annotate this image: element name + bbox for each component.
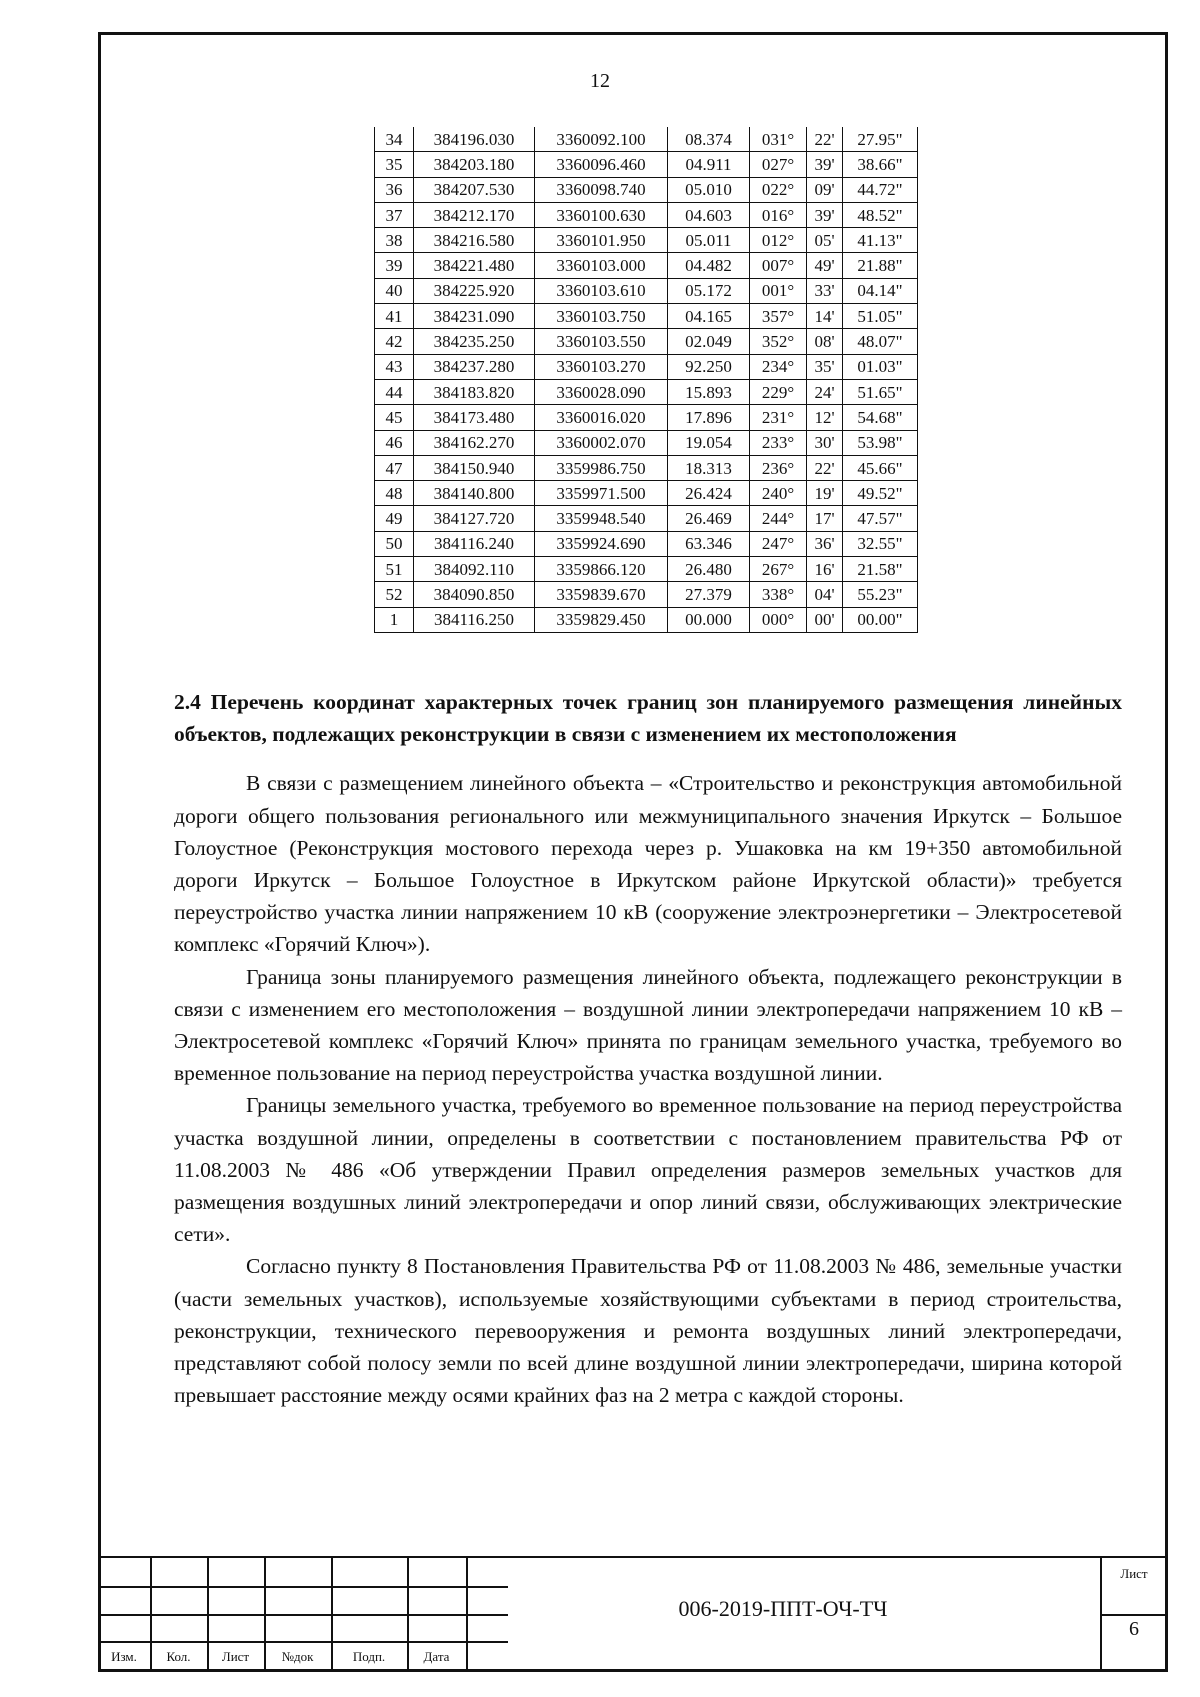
table-cell: 24'	[807, 379, 843, 404]
table-cell: 26.469	[668, 506, 750, 531]
table-cell: 41.13"	[843, 228, 918, 253]
page-number: 12	[590, 70, 610, 92]
table-cell: 3360098.740	[535, 177, 668, 202]
table-row	[375, 531, 918, 556]
table-row	[375, 455, 918, 480]
table-cell: 49'	[807, 253, 843, 278]
table-cell: 3360100.630	[535, 202, 668, 227]
table-cell: 3359866.120	[535, 557, 668, 582]
table-cell: 384231.090	[414, 304, 535, 329]
table-cell: 231°	[750, 405, 807, 430]
table-cell: 04.482	[668, 253, 750, 278]
table-cell: 35'	[807, 354, 843, 379]
table-cell: 384225.920	[414, 278, 535, 303]
table-cell: 63.346	[668, 531, 750, 556]
table-cell: 54.68"	[843, 405, 918, 430]
table-cell: 39	[375, 253, 414, 278]
stamp-col-podp: Подп.	[352, 1649, 386, 1664]
table-row	[375, 278, 918, 303]
table-cell: 43	[375, 354, 414, 379]
table-cell: 39'	[807, 202, 843, 227]
table-cell: 35	[375, 152, 414, 177]
table-cell: 05.011	[668, 228, 750, 253]
table-row	[375, 481, 918, 506]
table-cell: 031°	[750, 127, 807, 152]
table-cell: 236°	[750, 455, 807, 480]
table-cell: 3360002.070	[535, 430, 668, 455]
table-cell: 001°	[750, 278, 807, 303]
table-row	[375, 329, 918, 354]
table-cell: 384221.480	[414, 253, 535, 278]
table-cell: 14'	[807, 304, 843, 329]
table-cell: 45	[375, 405, 414, 430]
table-cell: 022°	[750, 177, 807, 202]
table-cell: 007°	[750, 253, 807, 278]
table-cell: 17'	[807, 506, 843, 531]
table-cell: 44	[375, 379, 414, 404]
table-cell: 234°	[750, 354, 807, 379]
table-row	[375, 354, 918, 379]
table-cell: 55.23"	[843, 582, 918, 607]
table-cell: 32.55"	[843, 531, 918, 556]
table-cell: 51.05"	[843, 304, 918, 329]
table-cell: 240°	[750, 481, 807, 506]
table-row	[375, 177, 918, 202]
table-cell: 384183.820	[414, 379, 535, 404]
table-cell: 384235.250	[414, 329, 535, 354]
table-cell: 000°	[750, 607, 807, 632]
table-cell: 1	[375, 607, 414, 632]
paragraph: В связи с размещением линейного объекта – «Строительство и реконструкция автомобильной дороги общего пользования регионального или межмуниципального значения Иркутск – Большое Голоустное (Реконструкция мостового перехода через р. Ушаковка на км 19+350 автомобильной дороги Иркутск – Большое Голоустное в Иркутском районе Иркутской области)» требуется переустройство участка линии напряжением 10 кВ (сооружение электроэнергетики – Электросетевой комплекс «Горячий Ключ»).	[174, 771, 1122, 957]
table-cell: 3360103.610	[535, 278, 668, 303]
table-cell: 38.66"	[843, 152, 918, 177]
table-cell: 384216.580	[414, 228, 535, 253]
table-cell: 3359986.750	[535, 455, 668, 480]
table-cell: 3360103.000	[535, 253, 668, 278]
main-content	[174, 686, 1122, 1411]
table-cell: 384162.270	[414, 430, 535, 455]
coordinates-table	[374, 127, 918, 633]
title-block	[98, 1556, 1168, 1672]
table-cell: 53.98"	[843, 430, 918, 455]
table-cell: 01.03"	[843, 354, 918, 379]
table-cell: 244°	[750, 506, 807, 531]
table-cell: 48	[375, 481, 414, 506]
table-cell: 384203.180	[414, 152, 535, 177]
table-cell: 92.250	[668, 354, 750, 379]
table-cell: 33'	[807, 278, 843, 303]
table-cell: 352°	[750, 329, 807, 354]
table-cell: 3360096.460	[535, 152, 668, 177]
table-cell: 00'	[807, 607, 843, 632]
table-row	[375, 304, 918, 329]
table-row	[375, 582, 918, 607]
table-cell: 3360103.750	[535, 304, 668, 329]
table-cell: 36'	[807, 531, 843, 556]
table-cell: 3359924.690	[535, 531, 668, 556]
document-code: 006-2019-ППТ-ОЧ-ТЧ	[678, 1596, 888, 1621]
table-cell: 19'	[807, 481, 843, 506]
table-cell: 384140.800	[414, 481, 535, 506]
table-cell: 05.010	[668, 177, 750, 202]
table-cell: 44.72"	[843, 177, 918, 202]
table-cell: 3360101.950	[535, 228, 668, 253]
table-cell: 50	[375, 531, 414, 556]
table-cell: 34	[375, 127, 414, 152]
table-cell: 49.52"	[843, 481, 918, 506]
table-cell: 26.424	[668, 481, 750, 506]
table-cell: 384173.480	[414, 405, 535, 430]
table-row	[375, 202, 918, 227]
table-row	[375, 607, 918, 632]
table-cell: 384237.280	[414, 354, 535, 379]
table-row	[375, 557, 918, 582]
table-cell: 3360092.100	[535, 127, 668, 152]
table-cell: 22'	[807, 127, 843, 152]
table-cell: 027°	[750, 152, 807, 177]
table-cell: 016°	[750, 202, 807, 227]
table-cell: 47	[375, 455, 414, 480]
table-cell: 247°	[750, 531, 807, 556]
table-cell: 49	[375, 506, 414, 531]
table-cell: 012°	[750, 228, 807, 253]
table-cell: 04'	[807, 582, 843, 607]
table-cell: 384116.240	[414, 531, 535, 556]
table-row	[375, 253, 918, 278]
table-cell: 04.603	[668, 202, 750, 227]
table-cell: 3359948.540	[535, 506, 668, 531]
table-cell: 27.379	[668, 582, 750, 607]
table-cell: 357°	[750, 304, 807, 329]
table-row	[375, 127, 918, 152]
table-cell: 46	[375, 430, 414, 455]
table-cell: 3360103.270	[535, 354, 668, 379]
stamp-col-kol: Кол.	[166, 1649, 191, 1664]
table-row	[375, 228, 918, 253]
table-cell: 04.165	[668, 304, 750, 329]
table-cell: 15.893	[668, 379, 750, 404]
table-cell: 48.52"	[843, 202, 918, 227]
table-cell: 12'	[807, 405, 843, 430]
table-cell: 3360103.550	[535, 329, 668, 354]
table-cell: 48.07"	[843, 329, 918, 354]
table-cell: 41	[375, 304, 414, 329]
table-cell: 08.374	[668, 127, 750, 152]
table-cell: 338°	[750, 582, 807, 607]
table-cell: 40	[375, 278, 414, 303]
table-cell: 384196.030	[414, 127, 535, 152]
table-cell: 22'	[807, 455, 843, 480]
sheet-label: Лист	[1120, 1566, 1148, 1581]
table-cell: 26.480	[668, 557, 750, 582]
table-cell: 02.049	[668, 329, 750, 354]
stamp-col-ndok: №док	[281, 1649, 314, 1664]
table-cell: 3359971.500	[535, 481, 668, 506]
table-cell: 30'	[807, 430, 843, 455]
table-cell: 21.58"	[843, 557, 918, 582]
table-cell: 3360016.020	[535, 405, 668, 430]
table-cell: 37	[375, 202, 414, 227]
table-cell: 229°	[750, 379, 807, 404]
table-cell: 384150.940	[414, 455, 535, 480]
table-cell: 384116.250	[414, 607, 535, 632]
table-cell: 39'	[807, 152, 843, 177]
table-cell: 05'	[807, 228, 843, 253]
table-cell: 384207.530	[414, 177, 535, 202]
table-row	[375, 379, 918, 404]
table-cell: 19.054	[668, 430, 750, 455]
table-cell: 04.911	[668, 152, 750, 177]
table-cell: 3359829.450	[535, 607, 668, 632]
table-cell: 00.000	[668, 607, 750, 632]
table-cell: 18.313	[668, 455, 750, 480]
table-cell: 38	[375, 228, 414, 253]
table-row	[375, 430, 918, 455]
table-cell: 3359839.670	[535, 582, 668, 607]
table-cell: 3360028.090	[535, 379, 668, 404]
table-cell: 267°	[750, 557, 807, 582]
table-cell: 51.65"	[843, 379, 918, 404]
table-cell: 21.88"	[843, 253, 918, 278]
table-cell: 384212.170	[414, 202, 535, 227]
table-cell: 384127.720	[414, 506, 535, 531]
table-cell: 45.66"	[843, 455, 918, 480]
sheet-number: 6	[1129, 1618, 1139, 1640]
table-row	[375, 152, 918, 177]
table-cell: 36	[375, 177, 414, 202]
table-cell: 233°	[750, 430, 807, 455]
table-cell: 384092.110	[414, 557, 535, 582]
table-cell: 09'	[807, 177, 843, 202]
table-cell: 52	[375, 582, 414, 607]
table-cell: 05.172	[668, 278, 750, 303]
stamp-col-izm: Изм.	[111, 1649, 137, 1664]
table-cell: 08'	[807, 329, 843, 354]
paragraph: Границы земельного участка, требуемого во временное пользование на период переустройства участка воздушной линии, определены в соответствии с постановлением правительства РФ от 11.08.2003 № 486 «Об утверждении Правил определения размеров земельных участков для размещения воздушных линий электропередачи и опор линий связи, обслуживающих электрические сети».	[174, 1093, 1122, 1247]
table-cell: 47.57"	[843, 506, 918, 531]
table-cell: 384090.850	[414, 582, 535, 607]
table-cell: 42	[375, 329, 414, 354]
table-cell: 27.95"	[843, 127, 918, 152]
table-cell: 00.00"	[843, 607, 918, 632]
table-cell: 51	[375, 557, 414, 582]
table-cell: 16'	[807, 557, 843, 582]
table-cell: 04.14"	[843, 278, 918, 303]
stamp-col-list: Лист	[221, 1649, 250, 1664]
stamp-col-data: Дата	[423, 1649, 450, 1664]
table-cell: 17.896	[668, 405, 750, 430]
section-heading: 2.4 Перечень координат характерных точек границ зон планируемого размещения линейных объектов, подлежащих реконструкции в связи с изменением их местоположения	[174, 690, 1122, 747]
paragraph: Граница зоны планируемого размещения линейного объекта, подлежащего реконструкции в связи с изменением его местоположения – воздушной линии электропередачи напряжением 10 кВ – Электросетевой комплекс «Горячий Ключ» принята по границам земельного участка, требуемого во временное пользование на период переустройства участка воздушной линии.	[174, 964, 1122, 1086]
table-row	[375, 506, 918, 531]
table-row	[375, 405, 918, 430]
paragraph: Согласно пункту 8 Постановления Правительства РФ от 11.08.2003 № 486, земельные участки (части земельных участков), используемые хозяйствующими субъектами в период строительства, реконструкции, технического перевооружения и ремонта воздушных линий электропередачи, представляют собой полосу земли по всей длине воздушной линии электропередачи, ширина которой превышает расстояние между осями крайних фаз на 2 метра с каждой стороны.	[174, 1254, 1122, 1408]
